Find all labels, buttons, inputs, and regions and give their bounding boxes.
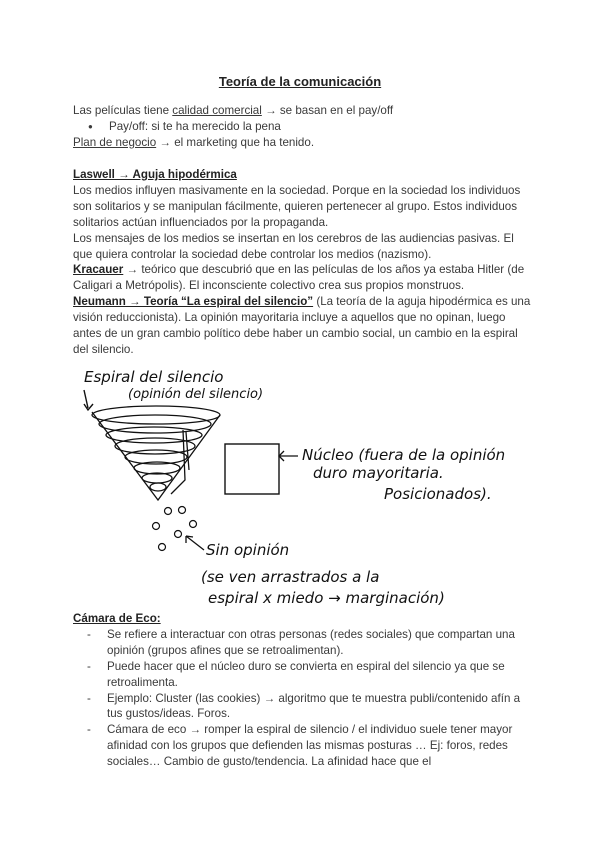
laswell-paragraph-2: Los mensajes de los medios se insertan en los cerebros de las audiencias pasivas. El que quiera controlar la sociedad debe controlar los medios (nazismo).	[73, 231, 514, 261]
camara-list	[73, 627, 533, 770]
intro-section	[73, 103, 533, 151]
spiral-icon	[92, 406, 220, 500]
nucleo-label-2: duro mayoritaria.	[313, 464, 444, 482]
sin-opinion-label: Sin opinión	[206, 541, 290, 559]
laswell-section	[73, 167, 533, 358]
list-item: - Puede hacer que el núcleo duro se convierta en espiral del silencio ya que se retroalimenta.	[87, 659, 505, 689]
camara-section	[73, 611, 533, 770]
arrastrados-label-1: (se ven arrastrados a la	[201, 568, 380, 586]
nucleo-label-1: Núcleo (fuera de la opinión	[302, 446, 506, 464]
neumann-label: Neumann → Teoría “La espiral del silencio”	[73, 295, 314, 309]
intro-line-3: Plan de negocio → el marketing que ha tenido.	[73, 135, 315, 149]
sin-opinion-arrow-icon	[186, 536, 204, 550]
calidad-comercial-term: calidad comercial	[172, 104, 262, 117]
kracauer-label: Kracauer	[73, 263, 124, 277]
list-item: - Ejemplo: Cluster (las cookies) → algoritmo que te muestra publi/contenido afín a tus gustos/ideas. Foros.	[87, 691, 521, 721]
kracauer-paragraph: Kracauer → teórico que descubrió que en las películas de los años ya estaba Hitler (de Caligari a Metrópolis). El inconsciente colectivo crea sus propios monstruos.	[73, 263, 525, 293]
page-title: Teoría de la comunicación	[218, 74, 382, 89]
laswell-heading: Laswell → Aguja hipodérmica	[73, 168, 237, 181]
laswell-paragraph-1: Los medios influyen masivamente en la sociedad. Porque en la sociedad los individuos son solitarios y se manipulan fácilmente, quieren pertenecer al grupo. Estos individuos solitarios actúan influenciados por la propaganda.	[73, 183, 521, 229]
dots-icon	[153, 507, 197, 551]
intro-bullet: ● Pay/off: si te ha merecido la pena	[73, 119, 533, 135]
spiral-label: Espiral del silencio	[84, 368, 224, 386]
arrastrados-label-2: espiral x miedo → marginación)	[208, 589, 445, 607]
neumann-paragraph: Neumann → Teoría “La espiral del silencio” (La teoría de la aguja hipodérmica es una visión reduccionista). La opinión mayoritaria incluye a aquellos que no opinan, luego antes de un gran cambio político debe haber un cambio social, un cambio en la espiral del silencio.	[73, 295, 531, 356]
camara-heading: Cámara de Eco:	[73, 612, 161, 625]
plan-de-negocio-term: Plan de negocio	[73, 135, 157, 149]
nucleo-arrow-icon	[279, 451, 298, 461]
list-item: - Cámara de eco → romper la espiral de silencio / el individuo suele tener mayor afinidad con los grupos que defienden las mismas posturas … Ej: foros, redes sociales… Cambio de gusto/tendencia. La afinidad hace que el	[87, 723, 513, 769]
spiral-of-silence-sketch	[0, 360, 600, 610]
spiral-arrow-icon	[84, 390, 93, 410]
spiral-sublabel: (opinión del silencio)	[128, 387, 264, 402]
nucleo-label-3: Posicionados).	[384, 485, 492, 503]
intro-line-1: Las películas tiene calidad comercial → se basan en el pay/off	[73, 104, 394, 117]
list-item: - Se refiere a interactuar con otras personas (redes sociales) que compartan una opinión (grupos afines que se retroalimentan).	[87, 627, 515, 657]
nucleo-box-icon	[225, 444, 279, 494]
